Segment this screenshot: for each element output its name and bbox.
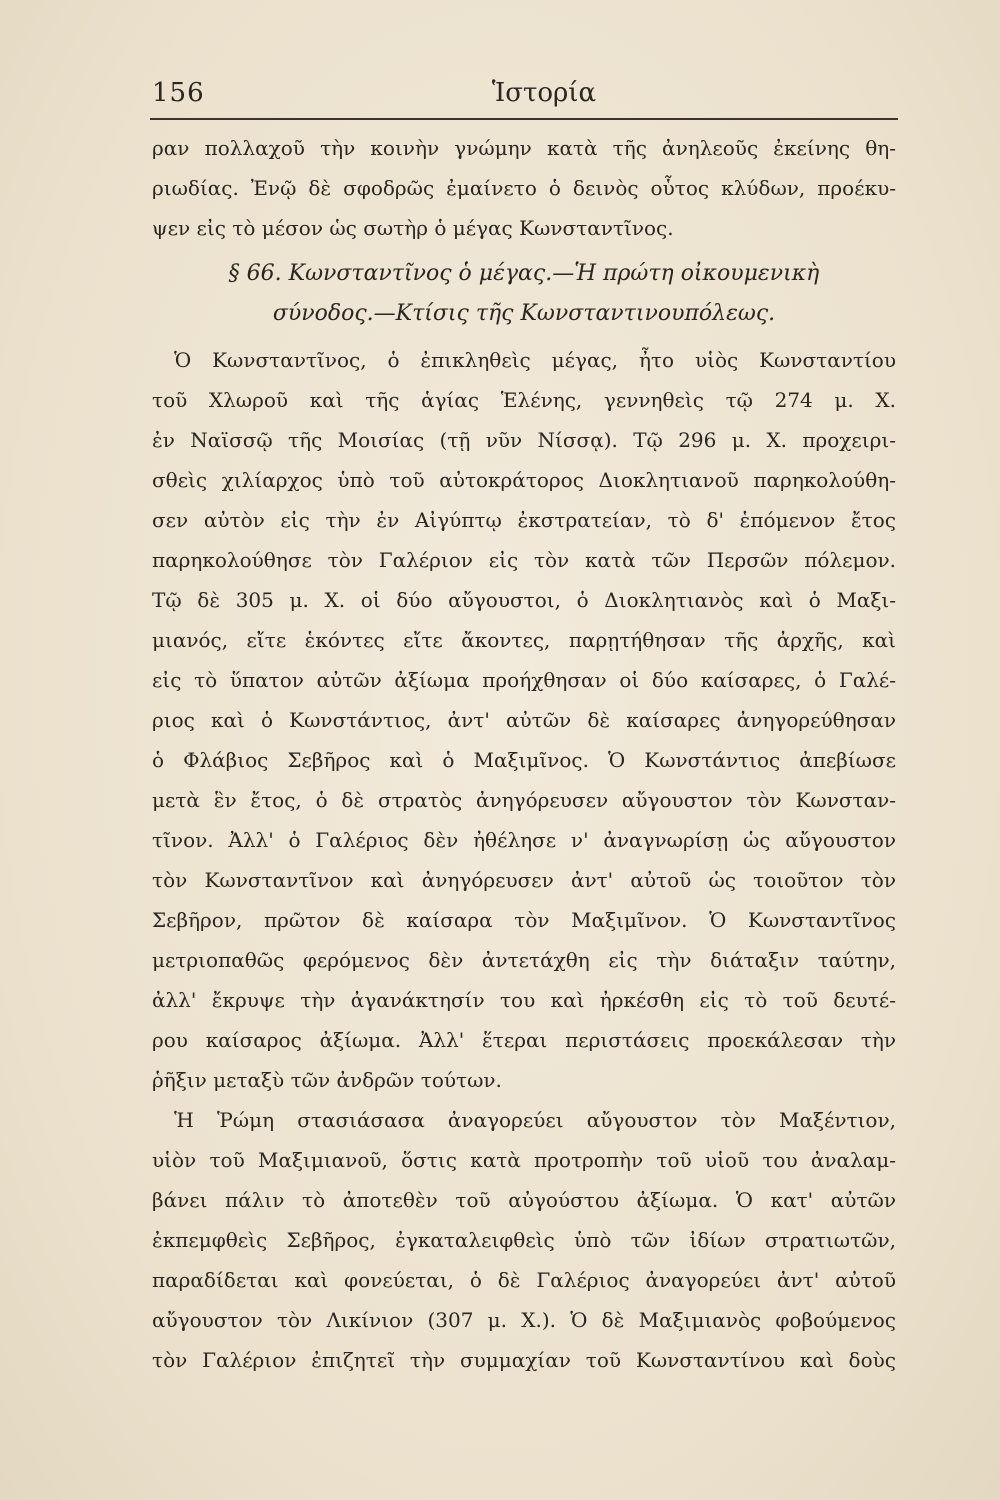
text-line: ὁ Φλάβιος Σεβῆρος καὶ ὁ Μαξιμῖνος. Ὁ Κωνστάντιος ἀπεβίωσε bbox=[152, 748, 896, 772]
text-line: Τῷ δὲ 305 μ. Χ. οἱ δύο αὔγουστοι, ὁ Διοκλητιανὸς καὶ ὁ Μαξι- bbox=[152, 588, 896, 612]
text-line: μιανός, εἴτε ἑκόντες εἴτε ἄκοντες, παρῃτήθησαν τῆς ἀρχῆς, καὶ bbox=[152, 628, 896, 652]
page-header bbox=[152, 70, 896, 116]
text-line: βάνει πάλιν τὸ ἀποτεθὲν τοῦ αὐγούστου ἀξίωμα. Ὁ κατ' αὐτῶν bbox=[152, 1188, 896, 1212]
text-line: ραν πολλαχοῦ τὴν κοινὴν γνώμην κατὰ τῆς ἀνηλεοῦς ἐκείνης θη- bbox=[152, 136, 896, 160]
text-line: ρου καίσαρος ἀξίωμα. Ἀλλ' ἕτεραι περιστάσεις προεκάλεσαν τὴν bbox=[152, 1028, 896, 1052]
text-line: Σεβῆρον, πρῶτον δὲ καίσαρα τὸν Μαξιμῖνον. Ὁ Κωνσταντῖνος bbox=[152, 908, 896, 932]
text-line: ἐν Ναϊσσῷ τῆς Μοισίας (τῇ νῦν Νίσσᾳ). Τῷ 296 μ. Χ. προχειρι- bbox=[152, 428, 896, 452]
intro-paragraph bbox=[152, 128, 896, 248]
section-heading-line: σύνοδος.—Κτίσις τῆς Κωνσταντινουπόλεως. bbox=[272, 301, 776, 326]
text-line: μετὰ ἓν ἔτος, ὁ δὲ στρατὸς ἀνηγόρευσεν αὔγουστον τὸν Κωνσταν- bbox=[152, 788, 896, 812]
text-line: ριος καὶ ὁ Κωνστάντιος, ἀντ' αὐτῶν δὲ καίσαρες ἀνηγορεύθησαν bbox=[152, 708, 896, 732]
paragraph-1 bbox=[152, 340, 896, 1100]
text-line: ψεν εἰς τὸ μέσον ὡς σωτὴρ ὁ μέγας Κωνσταντῖνος. bbox=[152, 216, 674, 240]
text-line: τῖνον. Ἀλλ' ὁ Γαλέριος δὲν ἠθέλησε ν' ἀναγνωρίσῃ ὡς αὔγουστον bbox=[152, 828, 896, 852]
text-line: σθεὶς χιλίαρχος ὑπὸ τοῦ αὐτοκράτορος Διοκλητιανοῦ παρηκολούθη- bbox=[152, 468, 896, 492]
text-line: παραδίδεται καὶ φονεύεται, ὁ δὲ Γαλέριος ἀναγορεύει ἀντ' αὐτοῦ bbox=[152, 1268, 896, 1292]
running-title: Ἱστορία bbox=[491, 78, 597, 108]
section-heading bbox=[152, 254, 896, 334]
text-line: τὸν Γαλέριον ἐπιζητεῖ τὴν συμμαχίαν τοῦ Κωνσταντίνου καὶ δοὺς bbox=[152, 1348, 896, 1372]
text-line: ῥῆξιν μεταξὺ τῶν ἀνδρῶν τούτων. bbox=[152, 1068, 502, 1092]
text-line: σεν αὐτὸν εἰς τὴν ἐν Αἰγύπτῳ ἐκστρατείαν, τὸ δ' ἑπόμενον ἔτος bbox=[152, 508, 896, 532]
text-line: ἐκπεμφθεὶς Σεβῆρος, ἐγκαταλειφθεὶς ὑπὸ τῶν ἰδίων στρατιωτῶν, bbox=[152, 1228, 896, 1252]
text-line: μετριοπαθῶς φερόμενος δὲν ἀντετάχθη εἰς τὴν διάταξιν ταύτην, bbox=[152, 948, 896, 972]
text-line: υἱὸν τοῦ Μαξιμιανοῦ, ὅστις κατὰ προτροπὴν τοῦ υἱοῦ του ἀναλαμ- bbox=[152, 1148, 896, 1172]
text-line: τοῦ Χλωροῦ καὶ τῆς ἁγίας Ἑλένης, γεννηθεὶς τῷ 274 μ. Χ. bbox=[152, 388, 896, 412]
text-line: ριωδίας. Ἐνῷ δὲ σφοδρῶς ἐμαίνετο ὁ δεινὸς οὗτος κλύδων, προέκυ- bbox=[152, 176, 896, 200]
text-line: τὸν Κωνσταντῖνον καὶ ἀνηγόρευσεν ἀντ' αὐτοῦ ὡς τοιοῦτον τὸν bbox=[152, 868, 896, 892]
text-line: παρηκολούθησε τὸν Γαλέριον εἰς τὸν κατὰ τῶν Περσῶν πόλεμον. bbox=[152, 548, 896, 572]
page-body bbox=[152, 128, 896, 1380]
header-rule bbox=[150, 118, 898, 120]
text-line: ἀλλ' ἔκρυψε τὴν ἀγανάκτησίν του καὶ ἠρκέσθη εἰς τὸ τοῦ δευτέ- bbox=[152, 988, 896, 1012]
text-line: Ὁ Κωνσταντῖνος, ὁ ἐπικληθεὶς μέγας, ἦτο υἱὸς Κωνσταντίου bbox=[174, 348, 896, 372]
text-line: αὔγουστον τὸν Λικίνιον (307 μ. Χ.). Ὁ δὲ Μαξιμιανὸς φοβούμενος bbox=[152, 1308, 896, 1332]
text-line: εἰς τὸ ὕπατον αὐτῶν ἀξίωμα προήχθησαν οἱ δύο καίσαρες, ὁ Γαλέ- bbox=[152, 668, 896, 692]
page-number: 156 bbox=[152, 78, 205, 108]
paragraph-2 bbox=[152, 1100, 896, 1380]
section-heading-line: § 66. Κωνσταντῖνος ὁ μέγας.—Ἡ πρώτη οἰκουμενικὴ bbox=[228, 261, 820, 286]
text-line: Ἡ Ῥώμη στασιάσασα ἀναγορεύει αὔγουστον τὸν Μαξέντιον, bbox=[174, 1108, 896, 1132]
